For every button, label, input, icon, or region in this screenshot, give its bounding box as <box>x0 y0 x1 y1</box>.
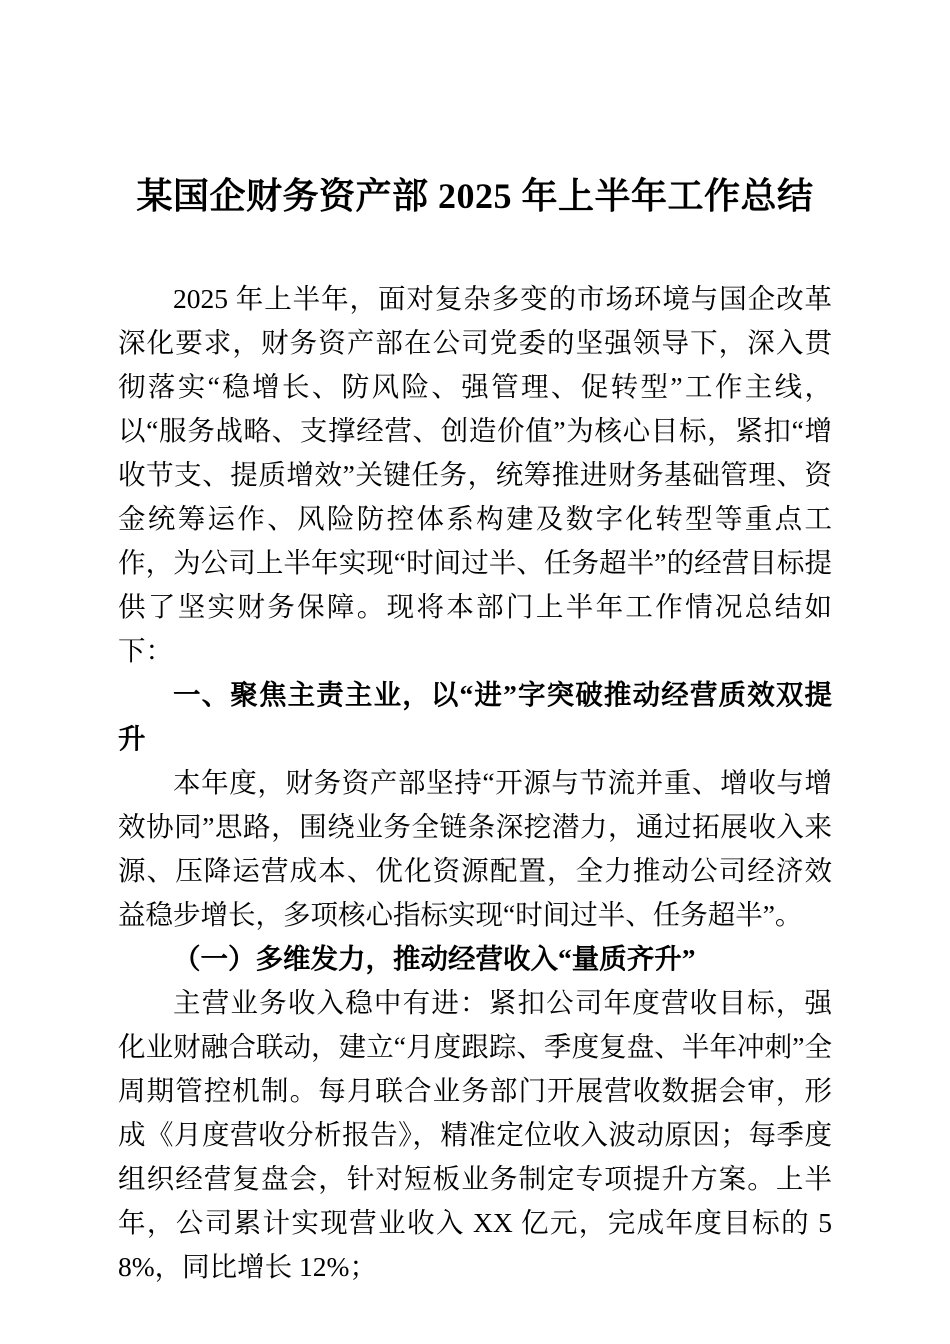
document-title: 某国企财务资产部 2025 年上半年工作总结 <box>136 176 814 216</box>
paragraph-revenue-results: 主营业务收入稳中有进：紧扣公司年度营收目标，强化业财融合联动，建立“月度跟踪、季度复盘、半年冲刺”全周期管控机制。每月联合业务部门开展营收数据会审，形成《月度营收分析报告》，精准定位收入波动原因；每季度组织经营复盘会，针对短板业务制定专项提升方案。上半年，公司累计实现营业收入 XX 亿元，完成年度目标的 58%，同比增长 12%； <box>118 987 832 1282</box>
paragraph-section-1-overview: 本年度，财务资产部坚持“开源与节流并重、增收与增效协同”思路，围绕业务全链条深挖潜力，通过拓展收入来源、压降运营成本、优化资源配置，全力推动公司经济效益稳步增长，多项核心指标实现“时间过半、任务超半”。 <box>118 767 832 930</box>
paragraph-intro: 2025 年上半年，面对复杂多变的市场环境与国企改革深化要求，财务资产部在公司党委的坚强领导下，深入贯彻落实“稳增长、防风险、强管理、促转型”工作主线，以“服务战略、支撑经营、创造价值”为核心目标，紧扣“增收节支、提质增效”关键任务，统筹推进财务基础管理、资金统筹运作、风险防控体系构建及数字化转型等重点工作，为公司上半年实现“时间过半、任务超半”的经营目标提供了坚实财务保障。现将本部门上半年工作情况总结如下： <box>118 283 832 666</box>
subsection-heading-1-1: （一）多维发力，推动经营收入“量质齐升” <box>173 943 696 974</box>
section-heading-1: 一、聚焦主责主业，以“进”字突破推动经营质效双提升 <box>118 679 832 754</box>
